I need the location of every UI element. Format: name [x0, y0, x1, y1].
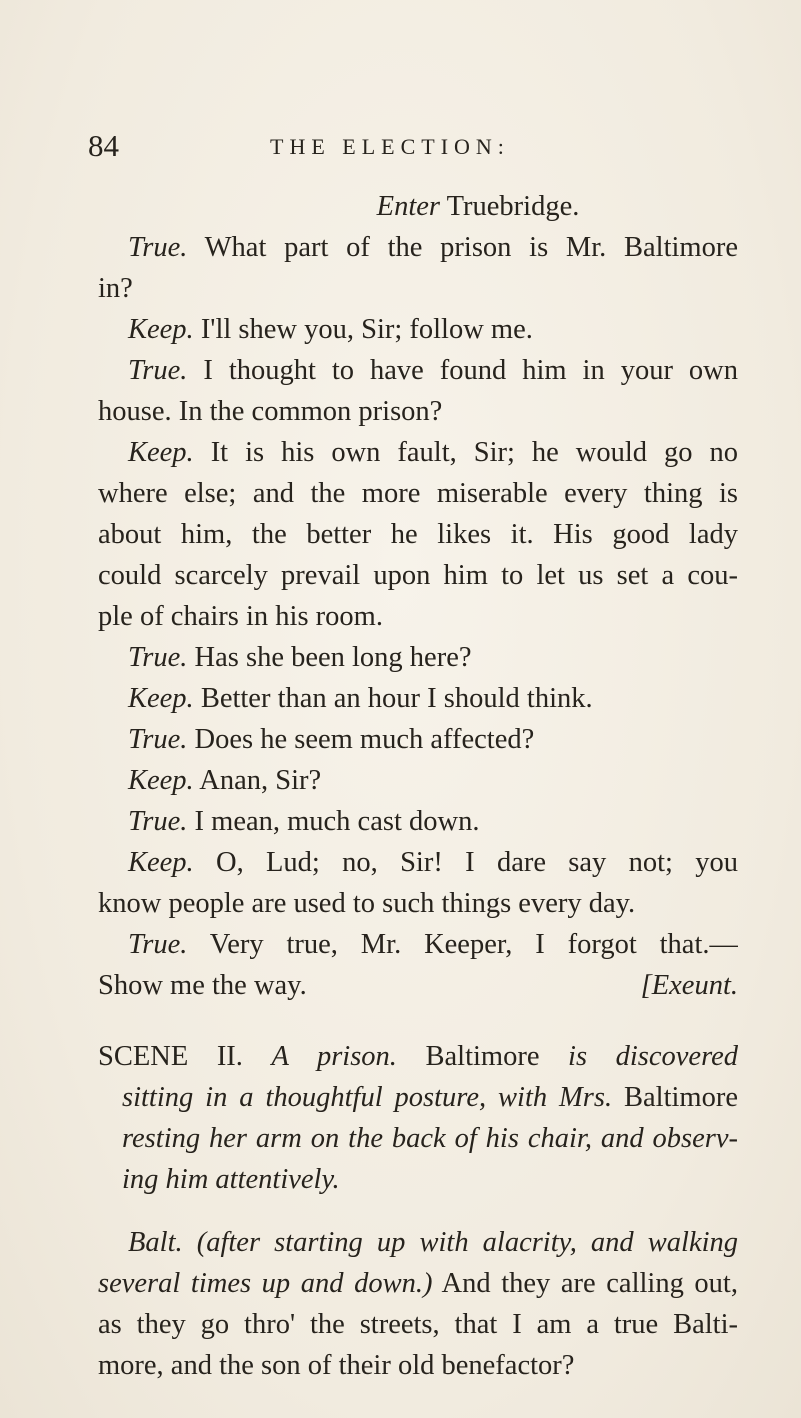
scene-text-italic: is discovered [568, 1041, 738, 1072]
page-header [88, 128, 728, 168]
speech-line [98, 637, 738, 678]
running-title: THE ELECTION: [270, 134, 510, 159]
speech-text: I mean, much cast down. [194, 806, 480, 837]
speech-line: more, and the son of their old benefactor? [98, 1350, 575, 1381]
scene-text-italic: sitting in a thoughtful posture, with Mrs. [122, 1082, 613, 1113]
speech-line: about him, the better he likes it. His good lady [98, 519, 738, 550]
scene-text-roman: Baltimore [425, 1041, 540, 1072]
speaker: True. [128, 724, 188, 755]
speech-text: What part of the prison is Mr. Baltimore [204, 232, 738, 263]
speech-line [98, 678, 738, 719]
speech-line: house. In the common prison? [98, 396, 443, 427]
speech-line [98, 801, 738, 842]
speech-text: Anan, Sir? [199, 765, 322, 796]
speaker: Keep. [128, 314, 194, 345]
speech-text: It is his own fault, Sir; he would go no [210, 437, 738, 468]
speaker: True. [128, 929, 188, 960]
speaker: Keep. [128, 683, 194, 714]
speech-line [98, 1222, 738, 1263]
enter-word: Enter [376, 191, 440, 222]
speech-text: Better than an hour I should think. [200, 683, 593, 714]
speech-line [98, 924, 738, 965]
scene-text-roman: Baltimore [624, 1082, 738, 1113]
speech-line [98, 719, 738, 760]
enter-name: Truebridge. [446, 191, 580, 222]
speech-text: I thought to have found him in your own [203, 355, 738, 386]
speech-line [98, 965, 738, 1006]
scene-line: ing him attentively. [122, 1164, 340, 1195]
scene-line: resting her arm on the back of his chair, and observ- [122, 1123, 738, 1154]
speech-line: ple of chairs in his room. [98, 601, 383, 632]
speech-line [98, 432, 738, 473]
speaker: Keep. [128, 765, 194, 796]
speech-text: Very true, Mr. Keeper, I forgot that.— [209, 929, 738, 960]
speech-line: in? [98, 273, 133, 304]
stage-direction-enter [98, 186, 738, 227]
speaker: Keep. [128, 437, 194, 468]
speech-line [98, 1263, 738, 1304]
speech-line [98, 350, 738, 391]
stage-direction: (after starting up with alacrity, and walking [196, 1227, 738, 1258]
speech-line [98, 760, 738, 801]
scene-setting: A prison. [271, 1041, 397, 1072]
speech-text: Does he seem much affected? [194, 724, 535, 755]
page-number: 84 [88, 128, 119, 163]
speaker: True. [128, 806, 188, 837]
spacer [98, 1200, 738, 1222]
speech-line [98, 842, 738, 883]
page-text [98, 186, 738, 1386]
speaker: Balt. [128, 1227, 183, 1258]
exeunt-direction: [Exeunt. [640, 970, 738, 1001]
speaker: True. [128, 642, 188, 673]
speech-line: could scarcely prevail upon him to let us set a cou- [98, 560, 738, 591]
speaker: True. [128, 232, 188, 263]
speech-line [98, 309, 738, 350]
scene-heading-line [98, 1036, 738, 1077]
speech-line: where else; and the more miserable every thing is [98, 478, 738, 509]
stage-direction: several times up and down.) [98, 1268, 433, 1299]
speech-text: And they are calling out, [441, 1268, 738, 1299]
speaker: True. [128, 355, 188, 386]
speech-text: O, Lud; no, Sir! I dare say not; you [216, 847, 738, 878]
spacer [98, 1006, 738, 1036]
speech-text: I'll shew you, Sir; follow me. [200, 314, 533, 345]
speech-line [98, 227, 738, 268]
speech-line: know people are used to such things every day. [98, 888, 636, 919]
scene-heading: SCENE II. [98, 1041, 243, 1072]
speech-line: as they go thro' the streets, that I am a true Balti- [98, 1309, 738, 1340]
speech-text: Show me the way. [98, 970, 307, 1001]
speech-text: Has she been long here? [194, 642, 472, 673]
scene-line [98, 1077, 738, 1118]
speaker: Keep. [128, 847, 194, 878]
